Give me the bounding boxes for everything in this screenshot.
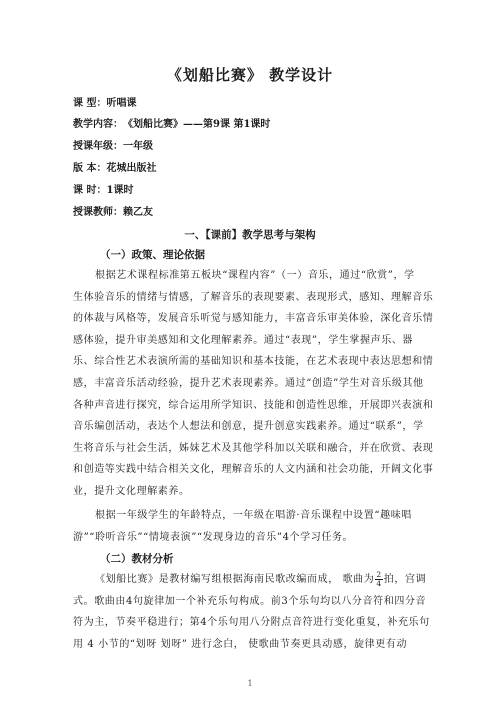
subsection-heading-material: （二）教材分析: [100, 553, 174, 565]
paragraph-line: 业，提升文化理解素养。: [73, 485, 190, 497]
meta-value: 1课时: [106, 185, 134, 196]
meta-edition: [73, 159, 156, 174]
paragraph-line: 感体验，提升审美感知和文化理解素养。通过“表现”，学生掌握声乐、器: [73, 334, 414, 346]
meta-label: 教学内容：: [73, 119, 123, 130]
paragraph-line: 用 4 小节的“划呀 划呀” 进行念白， 使歌曲节奏更具动感，旋律更有动: [73, 638, 408, 650]
paragraph-line: 生体验音乐的情绪与情感，了解音乐的表现要素、表现形式，感知、理解音乐: [73, 291, 433, 303]
meta-lesson-type: [73, 94, 136, 109]
fraction-denominator: 4: [376, 579, 382, 588]
paragraph-grade-tasks: [73, 505, 433, 548]
paragraph-line: 和创造等实践中结合相关文化，理解音乐的人文内涵和社会功能，开阔文化事: [73, 464, 433, 476]
paragraph-line: [73, 569, 433, 591]
meta-value: 花城出版社: [106, 163, 157, 174]
paragraph-line: 的体裁与风格等，发展音乐听觉与感知能力，丰富音乐审美体验，深化音乐情: [73, 313, 433, 325]
time-signature-fraction: [375, 571, 382, 588]
page-number: 1: [247, 679, 253, 688]
fraction-numerator: 2: [376, 570, 382, 579]
meta-label: 授课教师：: [73, 207, 123, 218]
paragraph-line: 音乐编创活动，表达个人想法和创意，提升创意实践素养。通过“联系”，学: [73, 421, 424, 433]
meta-label: 版 本：: [73, 163, 107, 174]
paragraph-line: 感，丰富音乐活动经验，提升艺术表现素养。通过“创造”学生对音乐级其他: [73, 377, 424, 389]
meta-value: 听唱课: [106, 98, 137, 109]
paragraph-line: 各种声音进行探究，综合运用所学知识、技能和创造性思维，开展即兴表演和: [73, 399, 433, 411]
paragraph-policy: [73, 265, 433, 503]
text-run: 拍，宫调: [383, 574, 427, 585]
paragraph-line: 游”“聆听音乐”“情境表演”“发现身边的音乐”4个学习任务。: [73, 531, 354, 543]
meta-label: 课 型：: [73, 98, 107, 109]
meta-hours: [73, 181, 133, 196]
meta-content: [73, 115, 270, 130]
meta-label: 课 时：: [73, 185, 107, 196]
paragraph-line: 根据艺术课程标准第五板块“课程内容”（一）音乐，通过“欣赏”，学: [95, 270, 415, 281]
document-title: 《划船比赛》 教学设计: [166, 66, 334, 84]
paragraph-line: 乐、综合性艺术表演所需的基础知识和基本技能，在艺术表现中表达思想和情: [73, 356, 433, 368]
text-run: 《划船比赛》是教材编写组根据海南民歌改编而成， 歌曲为: [95, 574, 375, 585]
meta-grade: [73, 137, 153, 152]
meta-teacher: [73, 203, 153, 218]
paragraph-line: 式。歌曲由4句旋律加一个补充乐句构成。前3个乐句均以八分音符和四分音: [73, 595, 427, 607]
meta-value: 一年级: [123, 141, 153, 152]
paragraph-line: 生将音乐与社会生活，姊妹艺术及其他学科加以关联和融合，并在欣赏、表现: [73, 442, 433, 454]
meta-value: 赖乙友: [123, 207, 153, 218]
paragraph-line: 符为主，节奏平稳进行；第4个乐句用八分附点音符进行变化重复，补充乐句: [73, 617, 430, 629]
subsection-heading-policy: （一）政策、理论依据: [100, 249, 205, 261]
paragraph-material: [73, 569, 433, 655]
paragraph-line: 根据一年级学生的年龄特点，一年级在唱游·音乐课程中设置“趣味唱: [95, 510, 412, 521]
meta-value: 《划船比赛》——第9课 第1课时: [123, 119, 271, 130]
section-heading: 一、【课前】教学思考与架构: [184, 229, 316, 241]
meta-label: 授课年级：: [73, 141, 123, 152]
